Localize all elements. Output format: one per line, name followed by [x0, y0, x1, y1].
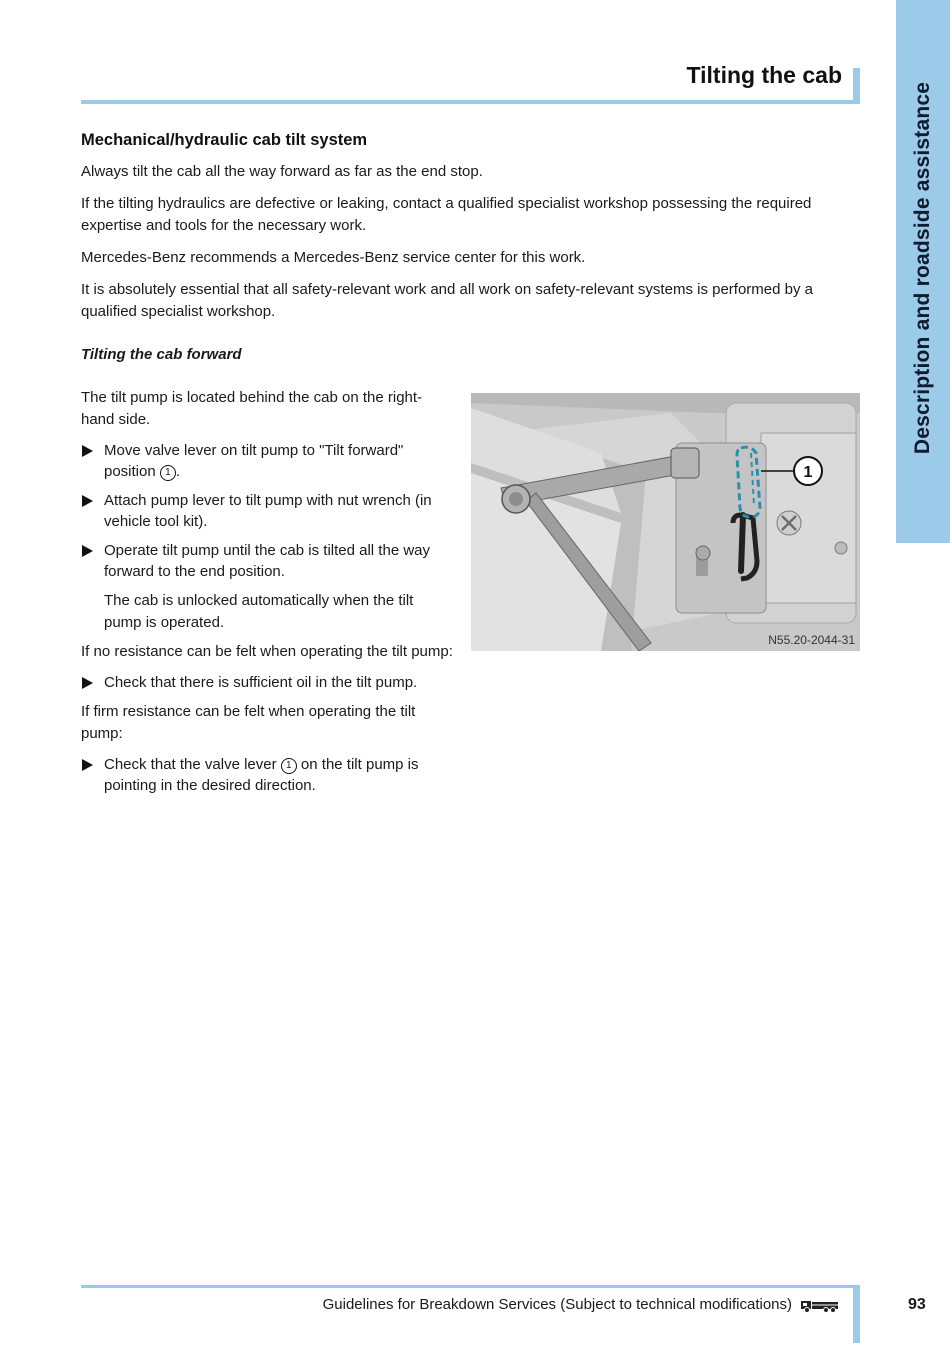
condition-text: If firm resistance can be felt when operating the tilt pump: [81, 703, 416, 742]
step-text: Check that the valve lever [104, 756, 281, 773]
step-text: Attach pump lever to tilt pump with nut wrench (in vehicle tool kit). [104, 492, 432, 530]
footer-text: Guidelines for Breakdown Services (Subject to technical modifications) [322, 1296, 792, 1313]
page-title: Tilting the cab [686, 62, 842, 88]
step-arrow-icon [82, 677, 93, 689]
callout-marker: 1 [160, 465, 176, 481]
figure-callout-label: 1 [803, 464, 813, 481]
step-result: The cab is unlocked automatically when the tilt pump is operated. [104, 592, 414, 631]
instruction-step [81, 672, 453, 693]
step-text-end: . [175, 463, 181, 480]
figure-code: N55.20-2044-31 [768, 633, 855, 647]
callout-marker: 1 [281, 758, 297, 774]
subheading: Tilting the cab forward [81, 346, 242, 363]
step-arrow-icon [82, 445, 93, 457]
paragraph: Always tilt the cab all the way forward as far as the end stop. [81, 163, 483, 180]
instruction-step [81, 440, 453, 482]
step-arrow-icon [82, 759, 93, 771]
paragraph: It is absolutely essential that all safety-relevant work and all work on safety-relevant systems is performed by a qualified specialist workshop. [81, 281, 813, 320]
instruction-step [81, 540, 453, 582]
step-text: Operate tilt pump until the cab is tilted all the way forward to the end position. [104, 542, 431, 580]
footer-rule [81, 1285, 860, 1288]
header-tick [853, 68, 860, 104]
header-rule [81, 100, 860, 104]
truck-icon [800, 1299, 840, 1313]
paragraph: If the tilting hydraulics are defective or leaking, contact a qualified specialist workshop possessing the required expertise and tools for the necessary work. [81, 195, 812, 234]
step-text-end: on the tilt pump is pointing in the desired direction. [104, 756, 419, 794]
instruction-step [81, 490, 453, 532]
instruction-step [81, 754, 453, 796]
step-text: Move valve lever on tilt pump to "Tilt forward" position [104, 442, 404, 480]
step-text: Check that there is sufficient oil in the tilt pump. [104, 674, 418, 691]
footer-tick [853, 1285, 860, 1343]
intro-section [81, 131, 861, 366]
tilt-pump-illustration [471, 393, 860, 651]
section-heading: Mechanical/hydraulic cab tilt system [81, 131, 368, 149]
tilt-pump-figure [471, 393, 860, 651]
paragraph: Mercedes-Benz recommends a Mercedes-Benz service center for this work. [81, 249, 586, 266]
step-arrow-icon [82, 545, 93, 557]
side-tab-label: Description and roadside assistance [911, 81, 934, 455]
instructions-intro: The tilt pump is located behind the cab on the right-hand side. [81, 389, 423, 428]
step-arrow-icon [82, 495, 93, 507]
page-number: 93 [908, 1296, 926, 1313]
condition-text: If no resistance can be felt when operating the tilt pump: [81, 643, 453, 660]
instructions-column [81, 387, 453, 804]
